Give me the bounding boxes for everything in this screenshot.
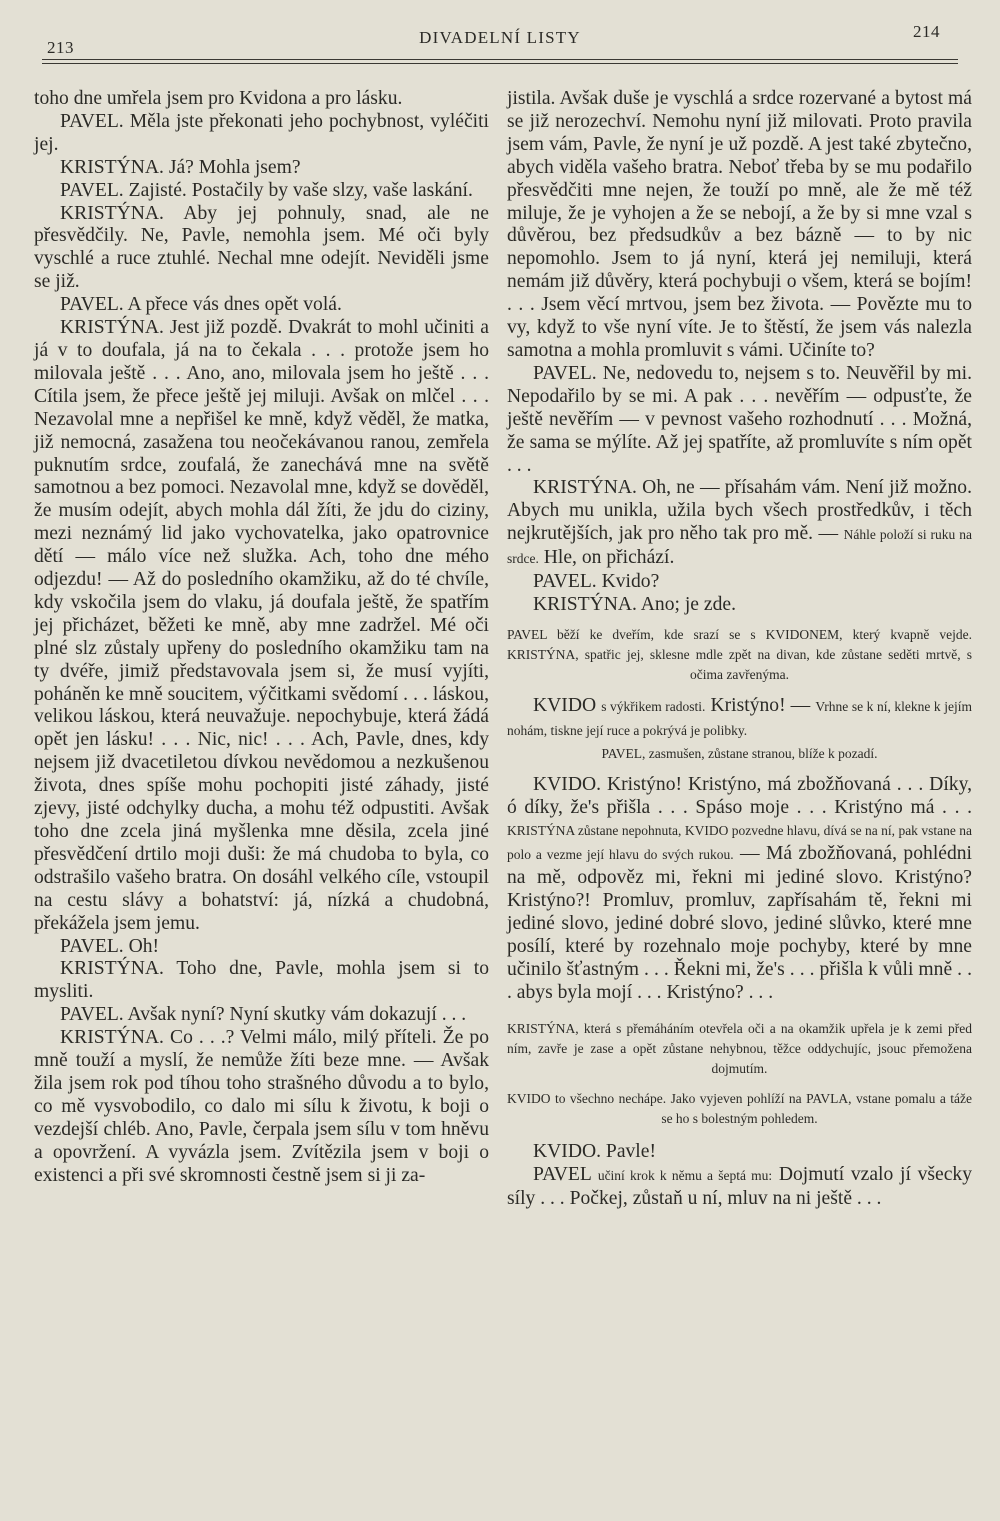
paragraph: PAVEL. Zajisté. Postačily by vaše slzy, vaše laskání. xyxy=(60,179,473,201)
speaker: KVIDO xyxy=(533,694,597,716)
page-number-right: 214 xyxy=(913,22,940,41)
paragraph xyxy=(507,774,972,1005)
stage-direction-inline: učiní krok k němu a šeptá mu: xyxy=(597,1167,773,1183)
paragraph: jistila. Avšak duše je vyschlá a srdce rozervané a bytost má se již nerozechví. Nemohu nyní již milovati. Proto pravila jsem vám, Pavle, že nyní je už pozdě. A jest také zbytečno, abych viděla vašeho bratra. Neboť třeba by se mu podařilo přesvědčiti mne nejen, že touží po mně, ale že mě též miluje, že je vyhojen a že se nebojí, a že by si mne vzal s důvěrou, bez předsudkův a bez bázně — to by nic nepomohlo. Jsem to já nyní, která jej nemiluji, která nemám již důvěry, která pochybuji o všem, která se bojím! . . . Jsem věcí mrtvou, jsem bez života. — Povězte mu to vy, když to vše nyní víte. Je to štěstí, že jsem vás nalezla samotna a mohla promluvit s vámi. Učiníte to? xyxy=(507,88,972,361)
paragraph xyxy=(507,477,972,571)
stage-direction: PAVEL běží ke dveřím, kde srazí se s KVIDONEM, který kvapně vejde. KRISTÝNA, spatřic jej, sklesne mdle zpět na divan, kde zůstane seděti mrtvě, s očima zavřenýma. xyxy=(507,626,972,682)
paragraph: KVIDO. Pavle! xyxy=(533,1140,656,1162)
paragraph: PAVEL. A přece vás dnes opět volá. xyxy=(60,294,342,316)
paragraph: PAVEL. Oh! xyxy=(60,935,160,957)
stage-direction-inline: Náhle položí si ruku na srdce. xyxy=(507,527,972,567)
stage-direction: PAVEL, zasmušen, zůstane stranou, blíže k pozadí. xyxy=(601,745,878,761)
speech: KRISTÝNA. Oh, ne — přísahám vám. Není již možno. Abych mu unikla, užila bych všech prostředkův, i těch nejkrutějších, jak pro něho tak pro mě. — xyxy=(507,477,972,545)
left-column xyxy=(34,88,489,1188)
header-rule xyxy=(42,63,958,64)
speech: Dojmutí vzalo jí všecky síly . . . Počkej, zůstaň u ní, mluv na ni ještě . . . xyxy=(507,1163,973,1209)
paragraph: KRISTÝNA. Já? Mohla jsem? xyxy=(60,156,301,178)
paragraph: KRISTÝNA. Toho dne, Pavle, mohla jsem si to mysliti. xyxy=(34,958,489,1003)
running-title: DIVADELNÍ LISTY xyxy=(419,28,581,47)
paragraph: KRISTÝNA. Ano; je zde. xyxy=(533,593,736,615)
stage-direction: KVIDO to všechno nechápe. Jako vyjeven pohlíží na PAVLA, vstane pomalu a táže se ho s bolestným pohledem. xyxy=(507,1090,972,1126)
running-header xyxy=(0,22,1000,62)
paragraph xyxy=(507,1164,972,1211)
header-rule xyxy=(42,59,958,60)
speech: — Má zbožňovaná, pohlédni na mě, odpověz mi, řekni mi jediné slovo. Kristýno? Kristýno?! Promluv, promluv, zapřísahám tě, řekni mi jediné slovo, jediné dobré slovo, jediné slůvko, které mne posílí, které by rozehnalo moje pochyby, které by mne učinilo šťastným . . . Řekni mi, že's . . . přišla k vůli mně . . . abys byla mojí . . . Kristýno? . . . xyxy=(507,843,972,1003)
paragraph: PAVEL. Ne, nedovedu to, nejsem s to. Neuvěřil by mi. Nepodařilo by se mi. A pak . . . nevěřím — odpusťte, že ještě nevěřím — v pevnost vašeho rozhodnutí . . . Možná, že sama se mýlíte. Až jej spatříte, až promluvíte s ním opět . . . xyxy=(507,362,972,476)
paragraph: KRISTÝNA. Co . . .? Velmi málo, milý příteli. Že po mně touží a myslí, že nemůže žíti beze mne. — Avšak žila jsem rok pod tíhou toho strašného důvodu a to bylo, co mě vysvobodilo, co dalo mi sílu k životu, k boji o vezdejší chléb. Ano, Pavle, čerpala jsem sílu v tom hněvu a opovržení. A vyvázla jsem. Zvítězila jsem v boji o existenci a při své skromnosti čestně jsem si ji za- xyxy=(34,1027,489,1186)
speech: KVIDO. Kristýno! Kristýno, má zbožňovaná . . . Díky, ó díky, že's přišla . . . Spáso moje . . . Kristýno má . . . xyxy=(507,773,972,818)
speech: Kristýno! — xyxy=(710,694,811,716)
paragraph: PAVEL. Měla jste překonati jeho pochybnost, vyléčiti jej. xyxy=(34,110,489,155)
paragraph: PAVEL. Avšak nyní? Nyní skutky vám dokazují . . . xyxy=(60,1004,467,1026)
stage-direction: KRISTÝNA, která s přemáháním otevřela oči a na okamžik upřela je k zemi před ním, zavře je zase a opět zůstane nehybnou, těžce oddychujíc, jsouc přemožena dojmutím. xyxy=(507,1020,972,1076)
paragraph: toho dne umřela jsem pro Kvidona a pro lásku. xyxy=(34,88,403,109)
paragraph: PAVEL. Kvido? xyxy=(533,571,660,593)
right-column xyxy=(507,88,972,1210)
speech: Hle, on přichází. xyxy=(543,547,675,569)
page-number-left: 213 xyxy=(47,38,74,57)
paragraph xyxy=(507,695,972,742)
stage-direction-inline: s výkřikem radosti. xyxy=(601,698,706,714)
stage-direction-inline: Vrhne se k ní, klekne k jejím nohám, tiskne její ruce a pokrývá je polibky. xyxy=(507,698,972,738)
stage-direction-inline: KRISTÝNA zůstane nepohnuta, KVIDO pozvedne hlavu, dívá se na ní, pak vstane na polo a vezme její hlavu do svých rukou. xyxy=(507,823,972,863)
paragraph: KRISTÝNA. Aby jej pohnuly, snad, ale ne přesvědčily. Ne, Pavle, nemohla jsem. Mé oči byly vyschlé a ruce ztuhlé. Nechal mne odejít. Neviděli jsme se již. xyxy=(34,202,489,293)
paragraph: KRISTÝNA. Jest již pozdě. Dvakrát to mohl učiniti a já v to doufala, já na to čekala . . . protože jsem ho milovala ještě . . . Ano, ano, milovala jsem ho ještě . . . Cítila jsem, že přece ještě jej miluji. Avšak on mlčel . . . Nezavolal mne a nepřišel ke mně, když věděl, že matka, již nemocná, zasažena tou neočekávanou ranou, zemřela puknutím srdce, zoufalá, že zanechává mne na světě samotnou a bez pomoci. Nezavolal mne, když se dověděl, že musím odejít, abych mohla dál žíti, že jdu do ciziny, mezi neznámý lid jako vychovatelka, jako opatrovnice dětí — málo více než služka. Ach, toho dne mého odjezdu! — Až do posledního okamžiku, až do té chvíle, kdy vskočila jsem do vlaku, já doufala ještě, že spatřím jej přicházet, běžeti ke mně, aby mne zadržel. Mé oči plné slz zůstaly upřeny do posledního okamžiku tam na ty dvéře, jimiž představovala jsem si, že musí vyjíti, poháněn ke mně soucitem, výčitkami svědomí . . . láskou, velikou láskou, která neuvažuje. nepochybuje, která žádá opět jen lásku! . . . Nic, nic! . . . Ach, Pavle, dnes, kdy nejsem již dvacetiletou dívkou nevědomou a nezkušenou života, dnes spíše mohu pochopiti jisté záhady, jisté zjevy, jisté odchylky ducha, a mohu též odpustiti. Avšak toho dne zcela jiná myšlenka mne děsila, zcela jiné přesvědčení drtilo moji duši: že má chudoba to byla, co odstrašilo vašeho bratra. On dosáhl velkého cíle, vstoupil na cestu slávy a bohatství: já, nízká a chudobná, překážela jsem jemu. xyxy=(34,317,489,934)
speaker: PAVEL xyxy=(533,1163,592,1185)
